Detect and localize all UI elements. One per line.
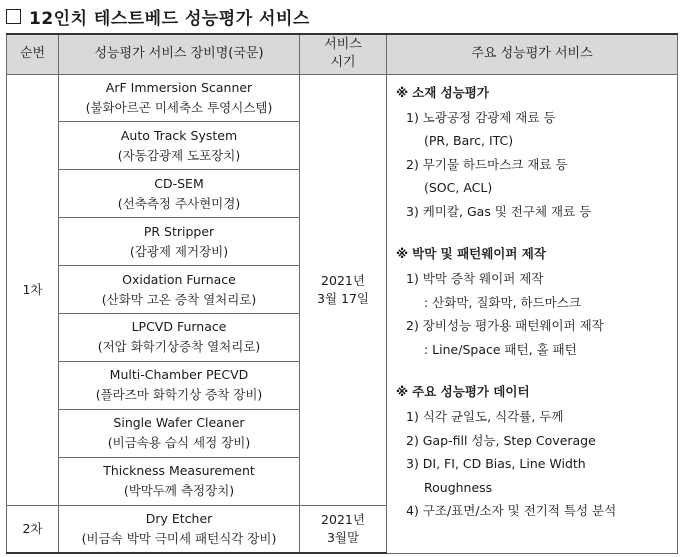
equipment-name-en: ArF Immersion Scanner — [105, 79, 253, 95]
service-heading-text: 주요 성능평가 데이터 — [412, 384, 530, 399]
header-service-time — [300, 34, 387, 74]
service-section-heading — [396, 382, 673, 405]
equipment-name-ko: (불화아르곤 미세축소 투영시스템) — [85, 99, 273, 115]
header-services: 주요 성능평가 서비스 — [387, 34, 678, 74]
equipment-name-en: PR Stripper — [143, 223, 215, 239]
table-header-row — [7, 34, 678, 74]
service-item: Roughness — [424, 479, 493, 495]
service-time-date: 3월 17일 — [317, 290, 369, 306]
equipment-name-ko: (선축측정 주사현미경) — [117, 195, 241, 211]
equipment-name-ko: (비금속용 습식 세정 장비) — [107, 435, 251, 451]
equipment-cell — [59, 266, 300, 314]
equipment-name-en: LPCVD Furnace — [131, 319, 227, 335]
service-item: 3) 케미칼, Gas 및 전구체 재료 등 — [406, 203, 592, 219]
equipment-name-en: Single Wafer Cleaner — [113, 415, 245, 431]
reference-mark-icon: ※ — [396, 246, 409, 261]
equipment-name-en: Thickness Measurement — [103, 463, 255, 479]
equipment-cell — [59, 505, 300, 553]
equipment-name-ko: (박막두께 측정장치) — [123, 483, 235, 499]
round-1-service-time — [300, 74, 387, 505]
square-bullet-icon — [6, 9, 21, 24]
page-title-row — [6, 4, 310, 28]
testbed-service-table — [6, 33, 678, 554]
equipment-cell — [59, 74, 300, 122]
reference-mark-icon: ※ — [396, 384, 409, 399]
service-time-year: 2021년 — [321, 272, 365, 288]
equipment-cell — [59, 170, 300, 218]
equipment-name-en: Auto Track System — [120, 127, 238, 143]
service-item: 2) 무기물 하드마스크 재료 등 — [406, 156, 568, 172]
service-item: (SOC, ACL) — [424, 180, 493, 195]
round-2-cell: 2차 — [7, 505, 59, 553]
service-section-heading — [396, 244, 673, 267]
service-item: 1) 식각 균일도, 식각률, 두께 — [406, 409, 564, 424]
reference-mark-icon: ※ — [396, 84, 409, 100]
page-title: 12인치 테스트베드 성능평가 서비스 — [29, 8, 310, 29]
equipment-name-en: Dry Etcher — [145, 510, 213, 526]
service-item: 1) 박막 증착 웨이퍼 제작 — [406, 271, 544, 286]
header-no: 순번 — [7, 34, 59, 74]
service-item: 2) Gap-fill 성능, Step Coverage — [406, 432, 596, 448]
service-time-date: 3월말 — [326, 529, 360, 545]
table-row — [7, 74, 678, 122]
round-2-service-time — [300, 505, 387, 553]
service-item: 4) 구조/표면/소자 및 전기적 특성 분석 — [406, 503, 617, 518]
service-item: 2) 장비성능 평가용 패턴웨이퍼 제작 — [406, 318, 604, 333]
equipment-name-ko: (저압 화학기상증착 열처리로) — [97, 339, 261, 355]
equipment-cell — [59, 457, 300, 505]
equipment-name-ko: (산화막 고온 증착 열처리로) — [101, 291, 257, 307]
service-item: : 산화막, 질화막, 하드마스크 — [424, 294, 581, 310]
service-section — [396, 83, 673, 224]
equipment-name-en: Multi-Chamber PECVD — [109, 367, 249, 383]
service-section — [396, 244, 673, 361]
header-equipment: 성능평가 서비스 장비명(국문) — [59, 34, 300, 74]
services-cell — [387, 74, 678, 553]
equipment-name-ko: (플라즈마 화학기상 증착 장비) — [95, 387, 263, 403]
equipment-cell — [59, 122, 300, 170]
equipment-name-en: CD-SEM — [154, 175, 204, 191]
equipment-name-ko: (감광제 제거장비) — [129, 243, 229, 259]
service-section — [396, 382, 673, 523]
equipment-name-ko: (자동감광제 도포장치) — [117, 147, 241, 163]
service-item: (PR, Barc, ITC) — [424, 133, 514, 148]
equipment-cell — [59, 409, 300, 457]
service-section-heading — [396, 83, 673, 106]
equipment-cell — [59, 313, 300, 361]
equipment-cell — [59, 218, 300, 266]
service-time-year: 2021년 — [321, 511, 365, 527]
service-heading-text: 소재 성능평가 — [412, 84, 489, 100]
service-item: 3) DI, FI, CD Bias, Line Width — [406, 456, 586, 471]
header-time-line1: 서비스 — [324, 37, 362, 53]
service-item: : Line/Space 패턴, 홀 패턴 — [424, 341, 577, 357]
equipment-name-ko: (비금속 박막 극미세 패턴식각 장비) — [81, 530, 277, 546]
header-time-line2: 시기 — [330, 55, 356, 71]
equipment-cell — [59, 361, 300, 409]
equipment-name-en: Oxidation Furnace — [122, 271, 236, 287]
service-heading-text: 박막 및 패턴웨이퍼 제작 — [412, 246, 546, 261]
round-1-cell: 1차 — [7, 74, 59, 505]
service-item: 1) 노광공정 감광제 재료 등 — [406, 109, 556, 125]
